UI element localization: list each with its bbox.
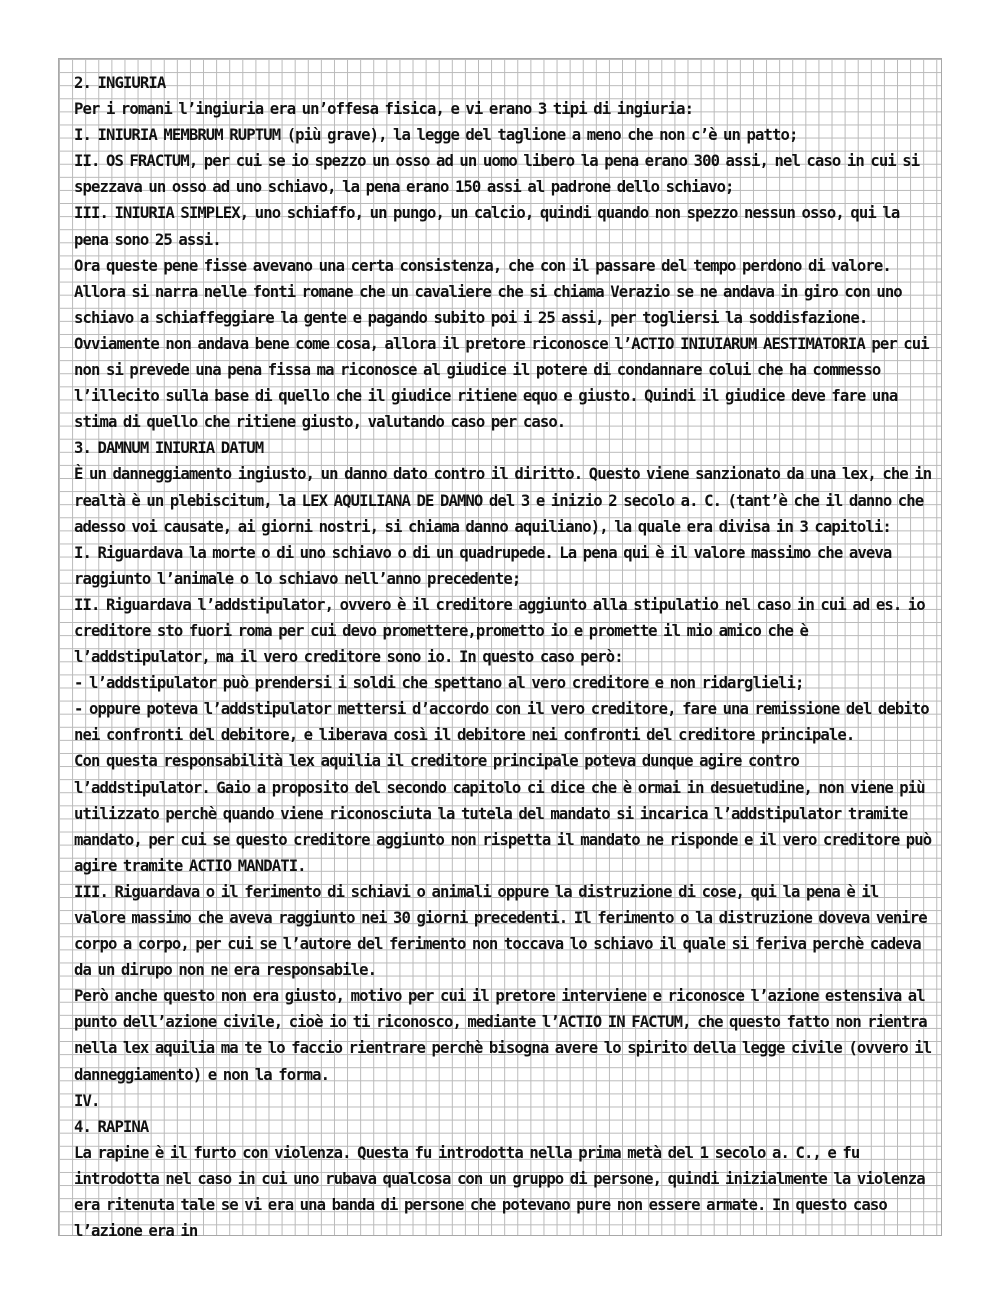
section-heading-ingiuria: 2. INGIURIA (74, 74, 166, 92)
paragraph: Però anche questo non era giusto, motivo per cui il pretore interviene e riconosce l’azione estensiva al punto dell’azione civile, cioè io ti riconosco, mediante l’ACTIO IN FACTUM, che questo fatto non rientra nella lex aquilia ma te lo faccio rientrare perchè bisogna avere lo spirito della legge civile (ovvero il danneggiamento) e non la forma. (74, 987, 932, 1084)
list-item: IV. (74, 1091, 100, 1110)
handwritten-notes (74, 70, 934, 1244)
paragraph: Per i romani l’ingiuria era un’offesa fisica, e vi erano 3 tipi di ingiuria: (74, 100, 694, 119)
paragraph: La rapine è il furto con violenza. Questa fu introdotta nella prima metà del 1 secolo a. C., e fu introdotta nel caso in cui uno rubava qualcosa con un gruppo di persone, quindi inizialmente la violenza era ritenuta tale se vi era una banda di persone che potevano pure non essere armate. In questo caso l’azione era in (74, 1143, 925, 1241)
section-heading-rapina: 4. RAPINA (74, 1117, 149, 1136)
paragraph: Con questa responsabilità lex aquilia il creditore principale poteva dunque agire contro l’addstipulator. Gaio a proposito del secondo capitolo ci dice che è ormai in desuetudine, non viene più utilizzato perchè quando viene riconosciuta la tutela del mandato si incarica l’addstipulator tramite mandato, per cui se questo creditore aggiunto non rispetta il mandato ne risponde e il vero creditore può agire tramite ACTIO MANDATI. (74, 752, 932, 875)
paragraph: È un danneggiamento ingiusto, un danno dato contro il diritto. Questo viene sanzionato da una lex, che in realtà è un plebiscitum, la LEX AQUILIANA DE DAMNO del 3 e inizio 2 secolo a. C. (tant’è che il danno che adesso voi causate, ai giorni nostri, si chiama danno aquiliano), la quale era divisa in 3 capitoli: (74, 465, 932, 536)
bullet-item: - l’addstipulator può prendersi i soldi che spettano al vero creditore e non ridarglieli; (74, 674, 804, 693)
bullet-item: - oppure poteva l’addstipulator mettersi d’accordo con il vero creditore, fare una remissione del debito nei confronti del debitore, e liberava così il debitore nei confronti del creditore principale. (74, 700, 929, 745)
paragraph: Ora queste pene fisse avevano una certa consistenza, che con il passare del tempo perdono di valore. Allora si narra nelle fonti romane che un cavaliere che si chiama Verazio se ne andava in giro con uno schiavo a schiaffeggiare la gente e pagando subito poi i 25 assi, per togliersi la soddisfazione. Ovviamente non andava bene come cosa, allora il pretore riconosce l’ACTIO INIUIARUM AESTIMATORIA per cui non si prevede una pena fissa ma riconosce al giudice il potere di condannare colui che ha commesso l’illecito sulla base di quello che il giudice ritiene equo e giusto. Quindi il giudice deve fare una stima di quello che ritiene giusto, valutando caso per caso. (74, 256, 929, 432)
list-item: II. Riguardava l’addstipulator, ovvero è il creditore aggiunto alla stipulatio nel caso in cui ad es. io creditore sto fuori roma per cui devo promettere,prometto io e promette il mio amico che è l’addstipulator, ma il vero creditore sono io. In questo caso però: (74, 595, 925, 667)
list-item: I. Riguardava la morte o di uno schiavo o di un quadrupede. La pena qui è il valore massimo che aveva raggiunto l’animale o lo schiavo nell’anno precedente; (74, 543, 892, 588)
section-heading-damnum: 3. DAMNUM INIURIA DATUM (74, 439, 264, 458)
list-item: III. Riguardava o il ferimento di schiavi o animali oppure la distruzione di cose, qui la pena è il valore massimo che aveva raggiunto nei 30 giorni precedenti. Il ferimento o la distruzione doveva venire corpo a corpo, per cui se l’autore del ferimento non toccava lo schiavo il quale si feriva perchè cadeva da un dirupo non ne era responsabile. (74, 882, 927, 980)
list-item: III. INIURIA SIMPLEX, uno schiaffo, un pungo, un calcio, quindi quando non spezzo nessun osso, qui la pena sono 25 assi. (74, 204, 900, 249)
list-item: II. OS FRACTUM, per cui se io spezzo un osso ad un uomo libero la pena erano 300 assi, nel caso in cui si spezzava un osso ad uno schiavo, la pena erano 150 assi al padrone dello schiavo; (74, 152, 920, 197)
list-item: I. INIURIA MEMBRUM RUPTUM (più grave), la legge del taglione a meno che non c’è un patto; (74, 126, 798, 145)
